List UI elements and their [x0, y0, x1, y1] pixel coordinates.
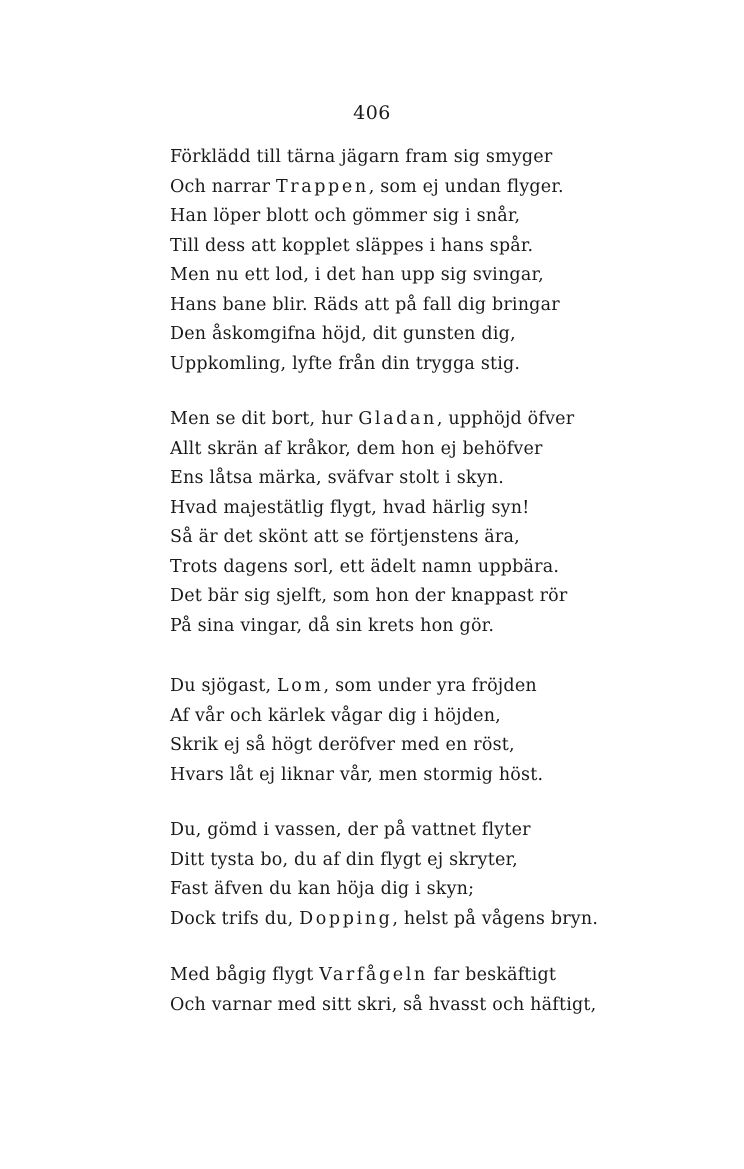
poem-line [170, 553, 574, 583]
poem-line [170, 202, 564, 232]
line-text: Och varnar med sitt skri, så hvasst och häftigt, [170, 994, 597, 1015]
stanza [170, 961, 596, 1020]
line-text: Hvad majestätlig flygt, hvad härlig syn! [170, 497, 530, 518]
line-text: far beskäftigt [427, 965, 557, 985]
line-text: Uppkomling, lyfte från din trygga stig. [170, 353, 521, 374]
poem-line [170, 816, 598, 846]
poem-line [170, 494, 574, 524]
poem-line [170, 905, 598, 935]
line-text: Han löper blott och gömmer sig i snår, [170, 206, 521, 226]
line-text: Hans bane blir. Räds att på fall dig bringar [170, 294, 560, 315]
spaced-name: Lom [276, 676, 324, 696]
stanza [170, 143, 564, 379]
line-text: Men nu ett lod, i det han upp sig svingar, [170, 265, 544, 285]
poem-line [170, 612, 574, 642]
poem-line [170, 846, 598, 876]
spaced-name: Dopping [299, 908, 393, 929]
poem-line [170, 731, 543, 761]
stanza [170, 816, 598, 934]
poem-line [170, 875, 598, 905]
line-text: , upphöjd öfver [436, 409, 575, 429]
poem-line [170, 582, 574, 612]
poem-line [170, 961, 596, 991]
line-text: , som ej undan flyger. [368, 176, 564, 197]
line-text: Med bågig flygt [170, 965, 320, 985]
line-text: Ditt tysta bo, du af din flygt ej skryter, [170, 849, 518, 870]
line-text: Hvars låt ej liknar vår, men stormig höst. [170, 764, 544, 785]
spaced-name: Trappen [275, 176, 369, 197]
spaced-name: Gladan [358, 409, 437, 429]
line-text: Dock trifs du, [170, 908, 300, 929]
poem-line [170, 350, 564, 380]
poem-line [170, 435, 574, 465]
poem-line [170, 320, 564, 350]
poem-line [170, 143, 564, 173]
poem-line [170, 464, 574, 494]
poem-line [170, 523, 574, 553]
line-text: Du, gömd i vassen, der på vattnet flyter [170, 820, 531, 840]
line-text: Men se dit bort, hur [170, 409, 359, 429]
line-text: Det bär sig sjelft, som hon der knappast rör [170, 586, 568, 606]
line-text: Så är det skönt att se förtjenstens ära, [170, 527, 520, 547]
stanza [170, 405, 574, 641]
stanza [170, 672, 543, 790]
line-text: Af vår och kärlek vågar dig i höjden, [170, 705, 501, 726]
line-text: Skrik ej så högt deröfver med en röst, [170, 735, 515, 755]
spaced-name: Varfågeln [319, 965, 428, 985]
line-text: , som under yra fröjden [323, 676, 537, 696]
poem-line [170, 173, 564, 203]
line-text: Förklädd till tärna jägarn fram sig smyger [170, 147, 553, 167]
page-number: 406 [353, 102, 391, 124]
poem-line [170, 261, 564, 291]
poem-line [170, 702, 543, 732]
poem-line [170, 405, 574, 435]
poem-line [170, 761, 543, 791]
line-text: Ens låtsa märka, sväfvar stolt i skyn. [170, 468, 505, 488]
line-text: På sina vingar, då sin krets hon gör. [170, 615, 495, 636]
poem-line [170, 991, 596, 1021]
line-text: Den åskomgifna höjd, dit gunsten dig, [170, 324, 516, 344]
line-text: , helst på vågens bryn. [392, 908, 599, 929]
poem-line [170, 672, 543, 702]
line-text: Fast äfven du kan höja dig i skyn; [170, 879, 475, 899]
line-text: Och narrar [170, 176, 276, 197]
poem-line [170, 291, 564, 321]
line-text: Allt skrän af kråkor, dem hon ej behöfver [170, 438, 543, 459]
poem-line [170, 232, 564, 262]
line-text: Du sjögast, [170, 676, 277, 696]
line-text: Till dess att kopplet släppes i hans spår. [170, 235, 534, 256]
line-text: Trots dagens sorl, ett ädelt namn uppbära. [170, 556, 560, 577]
